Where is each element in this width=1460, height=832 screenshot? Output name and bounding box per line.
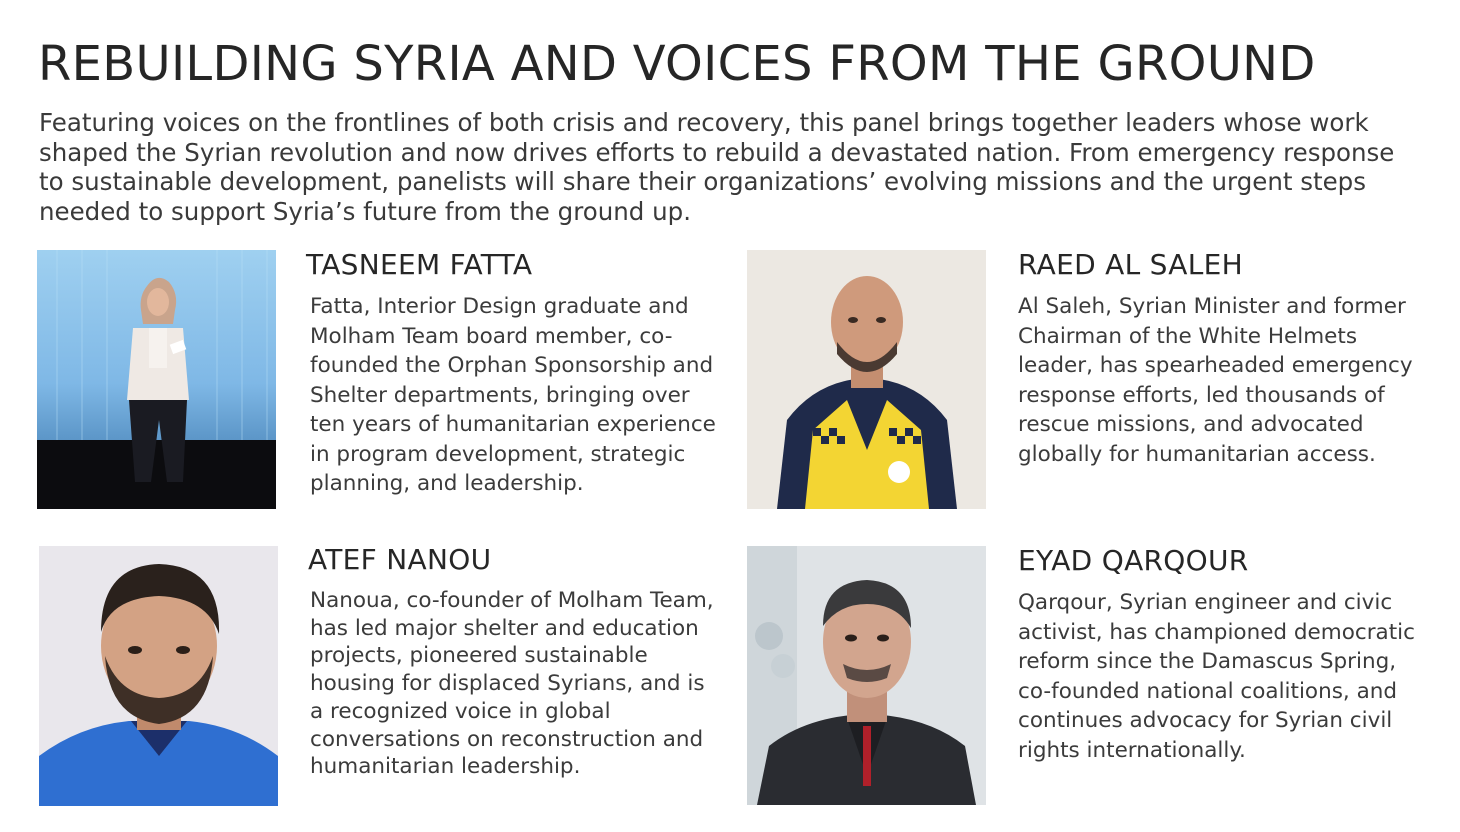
panelist-bio: Qarqour, Syrian engineer and civic activist, has championed democratic reform since the Damascus Spring, co-founded national coalitions, and continues advocacy for Syrian civil rights internationally. (1018, 590, 1415, 763)
intro-paragraph: Featuring voices on the frontlines of both crisis and recovery, this panel brings together leaders whose work shaped the Syrian revolution and now drives efforts to rebuild a devastated nation. From emergency response to sustainable development, panelists will share their organizations’ evolving missions and the urgent steps needed to support Syria’s future from the ground up. (39, 108, 1395, 226)
panelist-photo-raed-al-saleh (747, 250, 986, 509)
panelist-bio: Al Saleh, Syrian Minister and former Chairman of the White Helmets leader, has spearheaded emergency response efforts, led thousands of rescue missions, and advocated globally for humanitarian access. (1018, 294, 1413, 467)
panelist-photo-atef-nanou (39, 546, 278, 806)
panelist-bio: Nanoua, co-founder of Molham Team, has led major shelter and education projects, pioneered sustainable housing for displaced Syrians, and is a recognized voice in global conversations on reconstruction and humanitarian leadership. (310, 588, 714, 780)
panelist-name: ATEF NANOU (308, 543, 492, 576)
page-title: REBUILDING SYRIA AND VOICES FROM THE GROUND (38, 36, 1316, 92)
panelist-name: TASNEEM FATTA (306, 248, 533, 281)
panelist-bio: Fatta, Interior Design graduate and Molham Team board member, co-founded the Orphan Sponsorship and Shelter departments, bringing over ten years of humanitarian experience in program development, strategic planning, and leadership. (310, 294, 716, 496)
panelist-photo-eyad-qarqour (747, 546, 986, 805)
panelist-name: RAED AL SALEH (1018, 248, 1243, 281)
panelist-name: EYAD QARQOUR (1018, 544, 1249, 577)
panelist-photo-tasneem-fatta (37, 250, 276, 509)
